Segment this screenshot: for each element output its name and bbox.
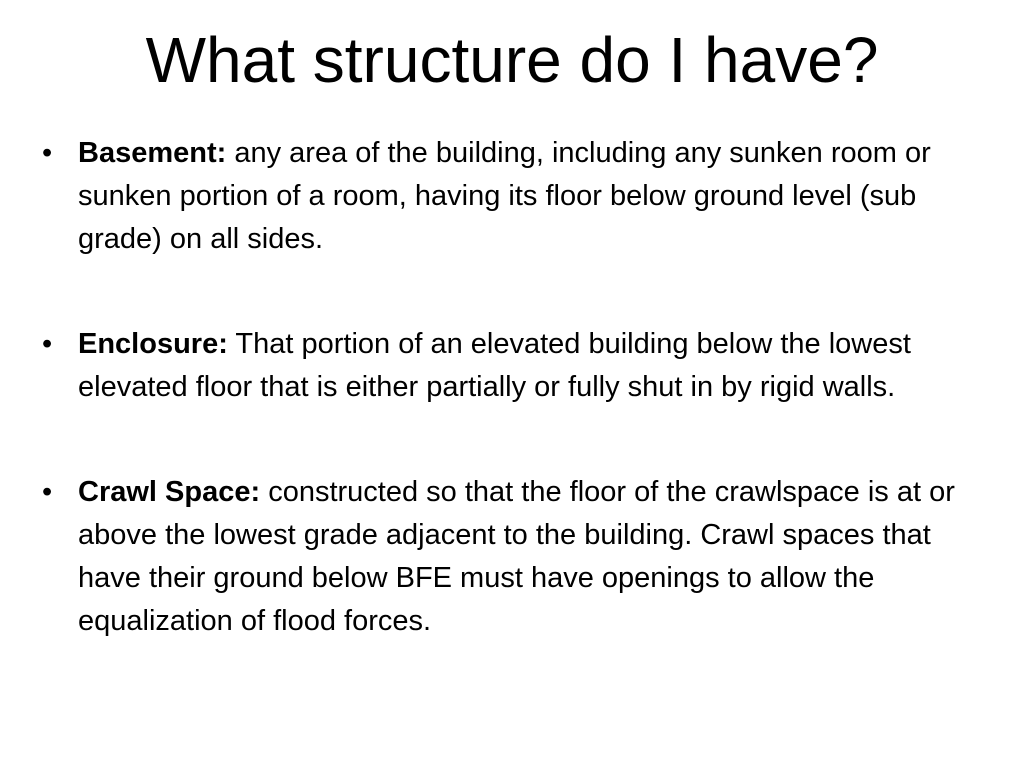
- bullet-enclosure: [38, 323, 988, 409]
- bullet-basement: [38, 132, 988, 261]
- bullet-dot-icon: •: [42, 476, 53, 508]
- bullet-term: Enclosure:: [78, 328, 228, 360]
- bullet-text: constructed so that the floor of the crawlspace is at or above the lowest grade adjacent to the building. Crawl spaces that have their ground below BFE must have openings to allow the equalization of flood forces.: [78, 476, 955, 637]
- bullet-list: [38, 132, 988, 643]
- bullet-crawl-space: [38, 471, 988, 643]
- slide-title: What structure do I have?: [145, 24, 879, 96]
- bullet-term: Basement:: [78, 137, 227, 169]
- bullet-dot-icon: •: [42, 137, 53, 169]
- bullet-text: any area of the building, including any sunken room or sunken portion of a room, having its floor below ground level (sub grade) on all sides.: [78, 137, 931, 255]
- bullet-term: Crawl Space:: [78, 476, 261, 508]
- bullet-text: That portion of an elevated building below the lowest elevated floor that is either partially or fully shut in by rigid walls.: [78, 328, 911, 403]
- bullet-dot-icon: •: [42, 328, 53, 360]
